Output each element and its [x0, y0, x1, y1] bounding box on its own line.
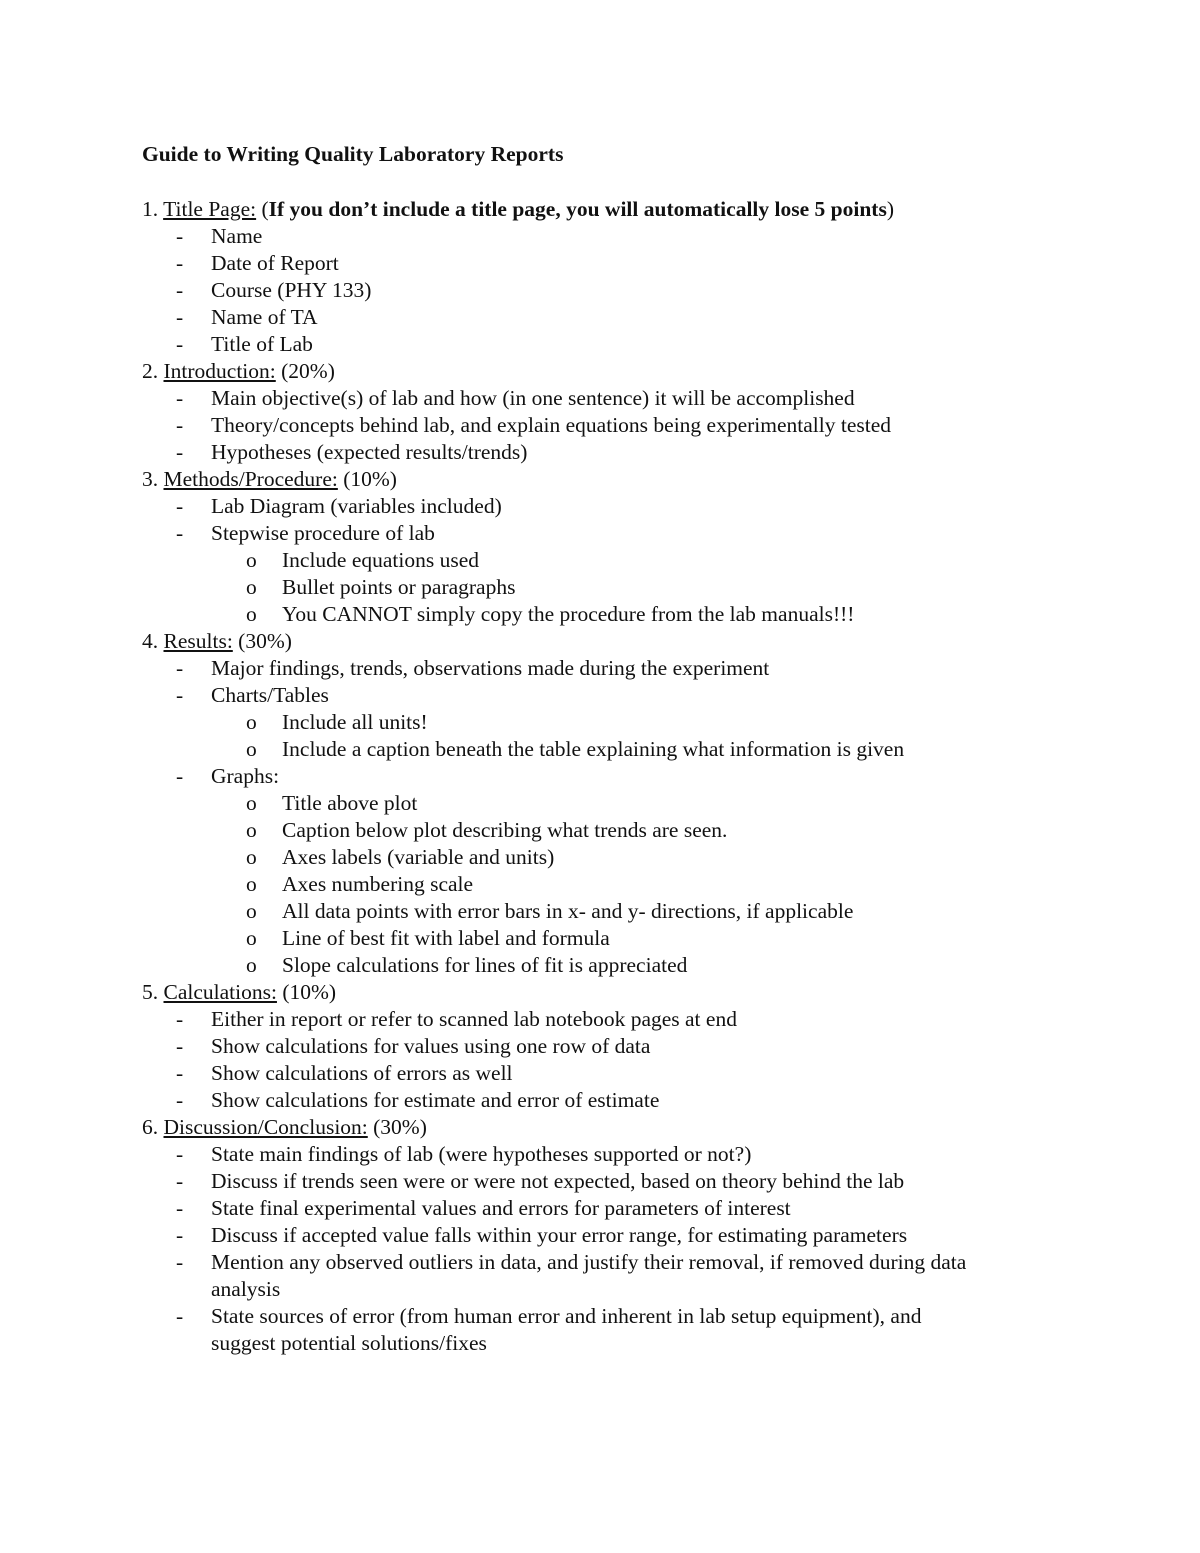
list-item: Name of TA: [211, 305, 318, 329]
section-title: Introduction:: [163, 359, 276, 383]
dash-bullet: -: [176, 1304, 184, 1328]
sub-list-item: Slope calculations for lines of fit is appreciated: [282, 953, 688, 977]
sub-list-item: Bullet points or paragraphs: [282, 575, 516, 599]
list-item: Lab Diagram (variables included): [211, 494, 502, 518]
section-title: Discussion/Conclusion:: [163, 1115, 368, 1139]
section-number: 4.: [142, 629, 159, 653]
list-item: Major findings, trends, observations made during the experiment: [211, 656, 770, 680]
sub-list-item: Line of best fit with label and formula: [282, 926, 610, 950]
section-weight: (10%): [276, 980, 337, 1004]
list-item: Main objective(s) of lab and how (in one sentence) it will be accomplished: [211, 386, 855, 410]
note-open: (: [256, 197, 269, 221]
list-item: Charts/Tables: [211, 683, 329, 707]
sub-list-item: Include equations used: [282, 548, 480, 572]
section-3-heading: [142, 466, 397, 493]
dash-bullet: -: [176, 1223, 184, 1247]
list-item: Hypotheses (expected results/trends): [211, 440, 528, 464]
circle-bullet: o: [246, 548, 257, 572]
section-5-heading: [142, 979, 336, 1006]
section-number: 5.: [142, 980, 159, 1004]
list-item: Show calculations for estimate and error of estimate: [211, 1088, 660, 1112]
list-item: Discuss if accepted value falls within your error range, for estimating parameters: [211, 1223, 908, 1247]
list-item: Show calculations for values using one row of data: [211, 1034, 651, 1058]
circle-bullet: o: [246, 575, 257, 599]
section-number: 1.: [142, 197, 159, 221]
sub-list-item: Caption below plot describing what trends are seen.: [282, 818, 728, 842]
dash-bullet: -: [176, 764, 184, 788]
section-number: 3.: [142, 467, 159, 491]
circle-bullet: o: [246, 845, 257, 869]
sub-list-item: Axes numbering scale: [282, 872, 474, 896]
section-title: Title Page:: [163, 197, 257, 221]
circle-bullet: o: [246, 926, 257, 950]
dash-bullet: -: [176, 440, 184, 464]
sub-list-item: Include all units!: [282, 710, 428, 734]
list-item: State final experimental values and errors for parameters of interest: [211, 1196, 791, 1220]
circle-bullet: o: [246, 737, 257, 761]
circle-bullet: o: [246, 899, 257, 923]
circle-bullet: o: [246, 872, 257, 896]
dash-bullet: -: [176, 224, 184, 248]
section-weight: (30%): [232, 629, 292, 653]
list-item: Stepwise procedure of lab: [211, 521, 435, 545]
circle-bullet: o: [246, 791, 257, 815]
sub-list-item: All data points with error bars in x- and y- directions, if applicable: [282, 899, 854, 923]
section-weight: (30%): [367, 1115, 427, 1139]
list-item: Date of Report: [211, 251, 339, 275]
sub-list-item: Include a caption beneath the table explaining what information is given: [282, 737, 905, 761]
list-item-continuation: suggest potential solutions/fixes: [211, 1331, 487, 1355]
page-title: Guide to Writing Quality Laboratory Reports: [142, 142, 564, 166]
list-item: Theory/concepts behind lab, and explain equations being experimentally tested: [211, 413, 892, 437]
circle-bullet: o: [246, 818, 257, 842]
circle-bullet: o: [246, 710, 257, 734]
section-title: Calculations:: [163, 980, 277, 1004]
dash-bullet: -: [176, 305, 184, 329]
title-page-warning: If you don’t include a title page, you will automatically lose 5 points: [268, 197, 887, 221]
circle-bullet: o: [246, 953, 257, 977]
dash-bullet: -: [176, 1250, 184, 1274]
dash-bullet: -: [176, 494, 184, 518]
dash-bullet: -: [176, 521, 184, 545]
section-number: 2.: [142, 359, 159, 383]
note-close: ): [886, 197, 894, 221]
section-number: 6.: [142, 1115, 159, 1139]
dash-bullet: -: [176, 413, 184, 437]
sub-list-item: Axes labels (variable and units): [282, 845, 555, 869]
list-item: Graphs:: [211, 764, 280, 788]
section-6-heading: [142, 1114, 427, 1141]
dash-bullet: -: [176, 251, 184, 275]
dash-bullet: -: [176, 332, 184, 356]
dash-bullet: -: [176, 1088, 184, 1112]
section-title: Methods/Procedure:: [163, 467, 338, 491]
section-title: Results:: [163, 629, 233, 653]
list-item: Show calculations of errors as well: [211, 1061, 513, 1085]
list-item: Course (PHY 133): [211, 278, 372, 302]
list-item: Discuss if trends seen were or were not expected, based on theory behind the lab: [211, 1169, 905, 1193]
section-weight: (20%): [275, 359, 335, 383]
dash-bullet: -: [176, 1034, 184, 1058]
list-item-continuation: analysis: [211, 1277, 281, 1301]
dash-bullet: -: [176, 278, 184, 302]
dash-bullet: -: [176, 1007, 184, 1031]
sub-list-item: Title above plot: [282, 791, 418, 815]
dash-bullet: -: [176, 1196, 184, 1220]
section-2-heading: [142, 358, 335, 385]
section-1-heading: [142, 196, 894, 223]
list-item: Title of Lab: [211, 332, 313, 356]
section-weight: (10%): [337, 467, 397, 491]
section-4-heading: [142, 628, 292, 655]
dash-bullet: -: [176, 1142, 184, 1166]
dash-bullet: -: [176, 386, 184, 410]
circle-bullet: o: [246, 602, 257, 626]
sub-list-item: You CANNOT simply copy the procedure from the lab manuals!!!: [282, 602, 855, 626]
dash-bullet: -: [176, 1061, 184, 1085]
list-item: State main findings of lab (were hypotheses supported or not?): [211, 1142, 752, 1166]
dash-bullet: -: [176, 1169, 184, 1193]
list-item: State sources of error (from human error and inherent in lab setup equipment), and: [211, 1304, 922, 1328]
list-item: Mention any observed outliers in data, and justify their removal, if removed during data: [211, 1250, 967, 1274]
dash-bullet: -: [176, 683, 184, 707]
dash-bullet: -: [176, 656, 184, 680]
list-item: Either in report or refer to scanned lab notebook pages at end: [211, 1007, 737, 1031]
list-item: Name: [211, 224, 263, 248]
